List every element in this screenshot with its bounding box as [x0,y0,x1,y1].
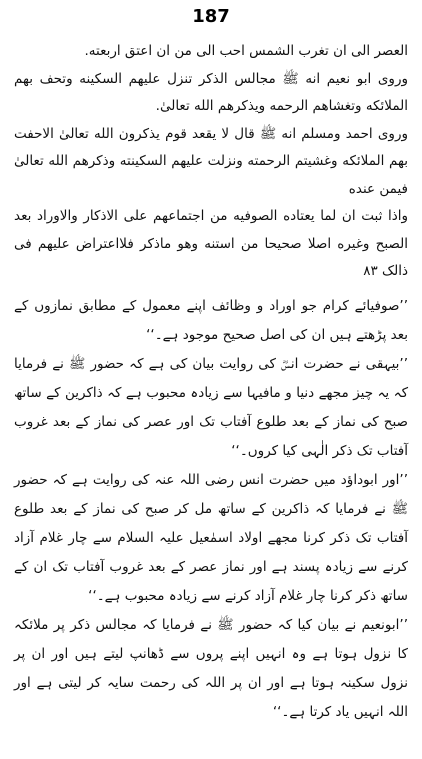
arabic-paragraph: العصر الی ان تغرب الشمس احب الی من ان اعتق اربعته. [84,43,408,59]
urdu-paragraph: ’’بیہقی نے حضرت انسؓ کی روایت بیان کی ہے کہ حضور ﷺ نے فرمایا کہ یہ چیز مجھے دنیا و مافیہا سے زیادہ محبوب ہے کہ ذاکرین کے ساتھ صبح کی نماز کے بعد طلوع آفتاب تک اور عصر کی نماز کے بعد غروب آفتاب تک ذکر الٰہی کیا کروں۔‘‘ [14,355,408,459]
page-body [14,38,408,727]
urdu-paragraph: ’’ابونعیم نے بیان کیا کہ حضور ﷺ نے فرمایا کہ مجالس ذکر پر ملائکہ کا نزول ہوتا ہے وہ انہیں اپنے پروں سے ڈھانپ لیتے ہیں اور ان پر نزول سکینہ ہوتا ہے اور ان پر اللہ کی رحمت سایہ کر لیتی ہے اور اللہ انہیں یاد کرتا ہے۔‘‘ [14,616,408,720]
urdu-paragraph: ’’اور ابوداؤد میں حضرت انس رضی اللہ عنہ کی روایت ہے کہ حضور ﷺ نے فرمایا کہ ذاکرین کے ساتھ مل کر صبح کی نماز کے بعد طلوع آفتاب تک ذکر کرنا مجھے اولاد اسمٰعیل علیہ السلام سے چار غلام آزاد کرنے سے زیادہ پسند ہے اور نماز عصر کے بعد غروب آفتاب تک ان کے ساتھ ذکر کرنا چار غلام آزاد کرنے سے زیادہ محبوب ہے۔‘‘ [14,471,408,604]
page-number: 187 [192,6,230,27]
arabic-paragraph: وروی ابو نعیم انه ﷺ مجالس الذکر تنزل علیهم السکینه وتحف بهم الملائکه وتغشاهم الرحمه ویذکرهم الله تعالیٰ. [14,70,408,114]
urdu-paragraph: ’’صوفیائے کرام جو اوراد و وظائف اپنے معمول کے مطابق نمازوں کے بعد پڑھتے ہیں ان کی اصل صحیح موجود ہے۔‘‘ [14,297,408,343]
arabic-paragraph: واذا ثبت ان لما یعتاده الصوفیه من اجتماعهم علی الاذکار والاوراد بعد الصبح وغیره اصلا صحیحا من استنه وهو ماذکر فلااعتراض علیهم فی ذالک ۸۳ [14,208,408,279]
arabic-paragraph: وروی احمد ومسلم انه ﷺ قال لا یقعد قوم یذکرون الله تعالیٰ الاحفت بهم الملائکه وغشیتم الرحمته ونزلت علیهم السکینته وذکرهم الله تعالیٰ فیمن عنده [14,125,408,197]
